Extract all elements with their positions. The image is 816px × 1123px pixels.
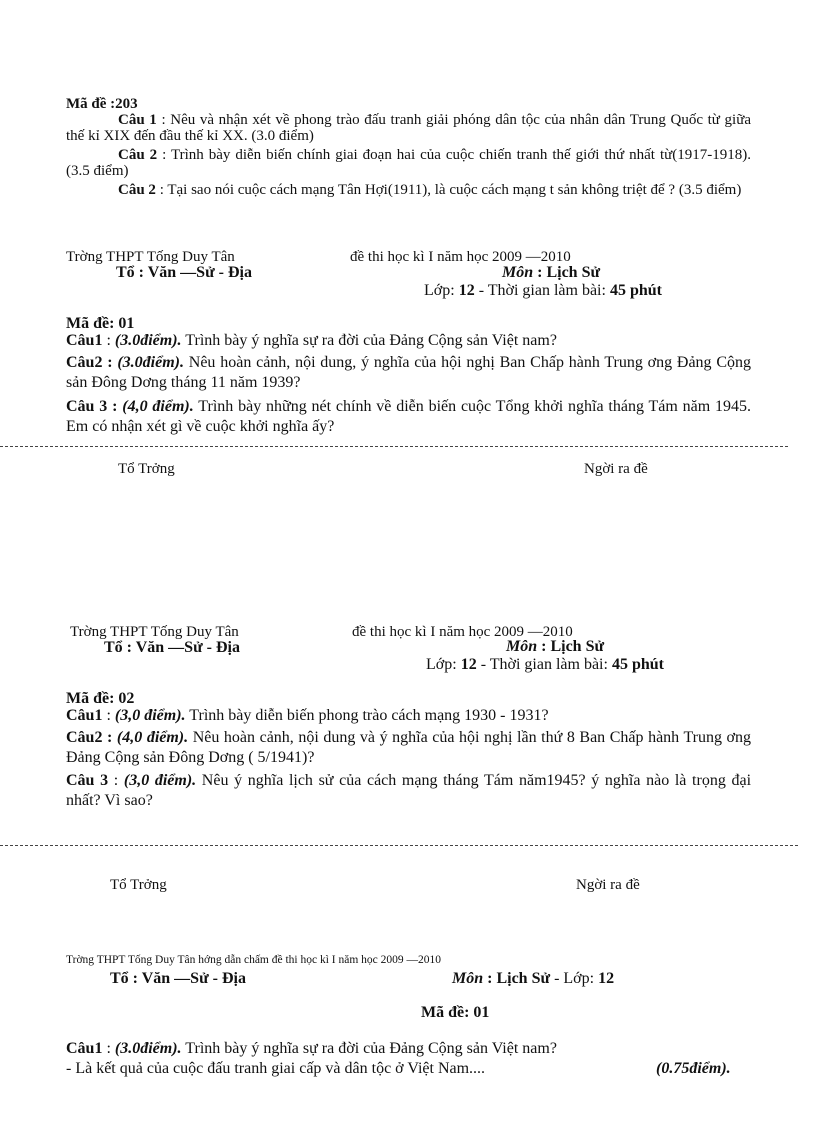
question-3-points: (4,0 điểm). [122,398,194,415]
grade-value: 12 [460,656,477,673]
question-1-label: Câu 1 [118,112,157,128]
signature-head: Tổ Trởng [110,877,167,893]
signature-head: Tổ Trởng [118,461,175,477]
question-2-label: Câu2 : [66,354,118,371]
question-1-label: Câu1 [66,707,103,724]
subject-label: Môn [452,970,484,987]
subject-line [502,264,600,282]
grade-value: 12 [458,282,475,299]
subject-grade-line [452,970,614,988]
question-1 [66,1040,751,1058]
grade-value: 12 [598,970,615,987]
signature-author: Ngời ra đề [584,461,648,477]
question-1-sep: : [102,1040,115,1057]
question-3-label: Câu 2 [118,182,156,198]
question-1 [66,332,751,350]
question-3-label: Câu 3 : [66,398,123,415]
question-1-text: Trình bày diễn biến phong trào cách mạng 1930 - 1931? [185,707,549,724]
grade-sep: - [550,970,564,987]
question-1-text: Trình bày ý nghĩa sự ra đời của Đảng Cộng sản Việt nam? [181,1040,557,1057]
question-2-text: Nêu hoàn cảnh, nội dung và ý nghĩa của hội nghị lần thứ 8 Ban Chấp hành Trung ơng Đảng Cộng sản Đông Dơng ( 5/1941)? [66,729,752,766]
question-3-text: Trình bày những nét chính về diễn biến cuộc Tổng khởi nghĩa tháng Tám năm 1945. Em có nhận xét gì về cuộc khởi nghĩa ấy? [66,398,751,435]
exam-title: đề thi học kì I năm học 2009 —2010 [352,624,573,640]
subject-value: : Lịch Sử [537,638,605,655]
question-3-sep: : [108,772,124,789]
question-1-label: Câu1 [66,332,103,349]
grade-label: Lớp: [426,656,461,673]
question-3-label: Câu 3 [66,772,109,789]
question-2 [66,147,751,179]
question-1-label: Câu1 [66,1040,103,1057]
signature-author: Ngời ra đề [576,877,640,893]
question-1-text: Trình bày ý nghĩa sự ra đời của Đảng Cộng sản Việt nam? [181,332,557,349]
question-3-text: : Tại sao nói cuộc cách mạng Tân Hợi(1911), là cuộc cách mạng t sản không triệt để ? (3.5 điểm) [155,182,742,198]
subject-value: : Lịch Sử [533,264,601,281]
question-2-text: Nêu hoàn cảnh, nội dung, ý nghĩa của hội nghị Ban Chấp hành Trung ơng Đảng Cộng sản Đông Dơng tháng 11 năm 1939? [66,354,752,391]
department: Tổ : Văn —Sử - Địa [116,264,252,281]
exam-code-02: Mã đề: 02 [66,690,135,707]
question-1-sep: : [102,707,115,724]
subject-label: Môn [502,264,534,281]
school-name: Trờng THPT Tống Duy Tân [70,624,239,640]
answer-1-points: (0.75điểm). [656,1060,731,1077]
exam-code-203: Mã đề :203 [66,96,138,112]
subject-line [506,638,604,656]
question-3-points: (3,0 điểm). [123,772,197,789]
subject-value: : Lịch Sử [483,970,551,987]
question-2-text: : Trình bày diễn biến chính giai đoạn hai của cuộc chiến tranh thế giới thứ nhất từ(1917-1918).(3.5 điểm) [66,147,751,179]
time-value: 45 phút [611,656,664,673]
time-label: - Thời gian làm bài: [476,656,612,673]
question-3 [66,397,751,437]
grade-time-line [426,656,664,674]
question-1 [66,112,751,144]
question-1-points: (3,0 điểm). [114,707,186,724]
question-2-points: (4,0 điểm). [116,729,189,746]
grade-label: Lớp: [563,970,599,987]
subject-label: Môn [506,638,538,655]
question-1 [66,707,751,725]
question-3 [66,771,751,811]
question-2-label: Câu2 : [66,729,117,746]
question-2-points: (3.0điểm). [117,354,184,371]
question-1-sep: : [102,332,115,349]
question-2 [66,728,751,768]
grading-guide-header: Trờng THPT Tống Duy Tân hớng dẫn chấm đề thi học kì I năm học 2009 —2010 [66,954,442,966]
question-1-text: : Nêu và nhận xét về phong trào đấu tranh giải phóng dân tộc của nhân dân Trung Quốc từ giữa thế kỉ XIX đến đầu thế kỉ XX. (3.0 điểm) [66,112,751,144]
department: Tổ : Văn —Sử - Địa [110,970,246,987]
question-2-label: Câu 2 [118,147,158,163]
cut-line [0,446,788,447]
answer-1: - Là kết quả của cuộc đấu tranh giai cấp và dân tộc ở Việt Nam.... [66,1060,486,1077]
question-2 [66,353,751,393]
grade-time-line [424,282,662,300]
grade-label: Lớp: [424,282,459,299]
exam-title: đề thi học kì I năm học 2009 —2010 [350,249,571,265]
question-3 [66,182,751,198]
department: Tổ : Văn —Sử - Địa [104,639,240,656]
question-3-text: Nêu ý nghĩa lịch sử của cách mạng tháng Tám năm1945? ý nghĩa nào là trọng đại nhất? Vì sao? [66,772,752,809]
time-label: - Thời gian làm bài: [474,282,610,299]
question-1-points: (3.0điểm). [114,1040,182,1057]
exam-code-01: Mã đề: 01 [421,1004,490,1021]
cut-line [0,845,798,846]
question-1-points: (3.0điểm). [114,332,182,349]
exam-code-01: Mã đề: 01 [66,315,135,332]
school-name: Trờng THPT Tống Duy Tân [66,249,235,265]
time-value: 45 phút [609,282,662,299]
